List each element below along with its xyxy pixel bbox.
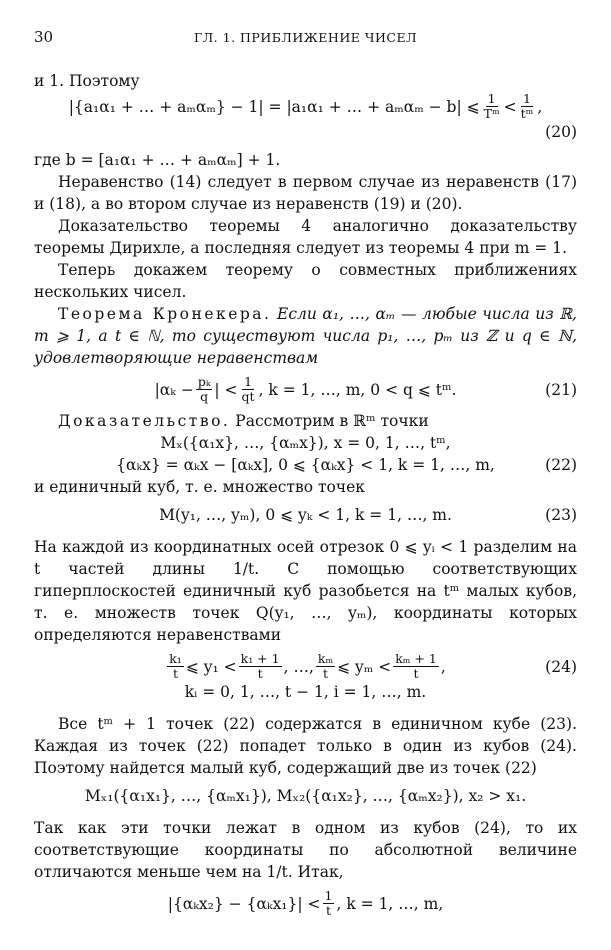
equation-20 xyxy=(34,92,577,121)
fraction-numerator: kₘ + 1 xyxy=(395,651,437,666)
paragraph: где b = [a₁α₁ + … + aₘαₘ] + 1. xyxy=(34,151,281,169)
equation-text: , xyxy=(440,657,446,676)
paragraph: Неравенство (14) следует в первом случае из неравенств (17) и (18), а во втором случае из неравенств (19) и (20). xyxy=(34,173,577,213)
fraction xyxy=(519,92,536,121)
equation-24-line-2: kᵢ = 0, 1, …, t − 1, i = 1, …, m. xyxy=(184,683,427,701)
equation-text: , …, xyxy=(283,657,314,676)
equation-text: , k = 1, …, m, xyxy=(336,894,444,913)
paragraph: Доказательство теоремы 4 аналогично доказательству теоремы Дирихле, а последняя следует из теоремы 4 при m = 1. xyxy=(34,217,577,257)
fraction-denominator: qt xyxy=(241,389,255,404)
paragraph: и единичный куб, т. е. множество точек xyxy=(34,478,365,496)
equation-label-24: (24) xyxy=(545,657,577,676)
fraction-numerator: 1 xyxy=(487,91,496,106)
equation-label-21: (21) xyxy=(545,380,577,399)
equation-text: M(y₁, …, yₘ), 0 ⩽ yₖ < 1, k = 1, …, m. xyxy=(159,506,452,524)
fraction-denominator: t xyxy=(413,666,419,681)
equation-text: {αₖx} = αₖx − [αₖx], 0 ⩽ {αₖx} < 1, k = 1, …, m, xyxy=(116,456,495,474)
equation-text: |αₖ − xyxy=(154,380,194,399)
fraction-numerator: 1 xyxy=(324,888,333,903)
equation-text: | < xyxy=(214,380,238,399)
equation-difference xyxy=(34,889,577,918)
proof-text: Рассмотрим в ℝᵐ точки xyxy=(235,412,429,430)
running-head: ГЛ. 1. ПРИБЛИЖЕНИЕ ЧИСЕЛ xyxy=(193,30,418,45)
fraction xyxy=(482,92,502,121)
fraction-denominator: t xyxy=(173,666,179,681)
equation-points: Mₓ₁({α₁x₁}, …, {αₘx₁}), Mₓ₂({α₁x₂}, …, {αₘx₂}), x₂ > x₁. xyxy=(84,787,527,805)
fraction-denominator: t xyxy=(325,903,332,918)
fraction-numerator: k₁ + 1 xyxy=(240,651,280,666)
equation-label-22: (22) xyxy=(545,456,577,474)
equation-text: , k = 1, …, m, 0 < q ⩽ tᵐ. xyxy=(258,380,457,399)
equation-text: ⩽ y₁ < xyxy=(185,657,237,676)
fraction-denominator: Tᵐ xyxy=(483,106,500,121)
theorem-title: Теорема Кронекера. xyxy=(58,305,272,323)
fraction-denominator: tᵐ xyxy=(520,106,534,121)
theorem-paragraph xyxy=(34,303,577,369)
equation-text: , xyxy=(537,97,543,116)
page-number: 30 xyxy=(34,28,54,46)
fraction xyxy=(240,375,257,404)
fraction xyxy=(196,375,213,404)
equation-label-23: (23) xyxy=(545,506,577,524)
fraction-numerator: 1 xyxy=(523,91,531,106)
equation-22-line-2 xyxy=(34,454,577,476)
equation-text: |{αₖx₂} − {αₖx₁}| < xyxy=(167,894,321,913)
fraction xyxy=(393,652,439,681)
page-header xyxy=(34,26,577,52)
fraction xyxy=(316,652,335,681)
paragraph: Теперь докажем теорему о совместных приближениях нескольких чисел. xyxy=(34,261,577,301)
paragraph: Все tᵐ + 1 точек (22) содержатся в единичном кубе (23). Каждая из точек (22) попадет только в один из кубов (24). Поэтому найдется малый куб, содержащий две из точек (22) xyxy=(34,715,577,777)
proof-paragraph xyxy=(34,410,577,432)
paragraph: На каждой из координатных осей отрезок 0 ⩽ yᵢ < 1 разделим на t частей длины 1/t. С помощью соответствующих гиперплоскостей единичный куб разобьется на tᵐ малых кубов, т. е. множеств точек Q(y₁, …, yₘ), координаты которых определяются неравенствами xyxy=(34,538,577,644)
fraction xyxy=(167,652,184,681)
equation-text: |{a₁α₁ + … + aₘαₘ} − 1| = |a₁α₁ + … + aₘαₘ − b| ⩽ xyxy=(68,97,480,116)
equation-text: ⩽ yₘ < xyxy=(337,657,392,676)
proof-title: Доказательство. xyxy=(58,412,231,430)
paragraph: и 1. Поэтому xyxy=(34,72,140,90)
equation-22-line-1 xyxy=(34,432,577,454)
equation-23 xyxy=(34,504,577,526)
equation-text: < xyxy=(503,97,517,116)
equation-24-line-1 xyxy=(34,652,577,681)
fraction-denominator: t xyxy=(322,666,329,681)
fraction-numerator: 1 xyxy=(244,374,253,389)
fraction-numerator: pₖ xyxy=(197,374,211,389)
theorem-statement: Если α₁, …, αₘ — любые числа из ℝ, m ⩾ 1, a t ∈ ℕ, то существуют числа p₁, …, pₘ из ℤ и q ∈ ℕ, удовлетворяющие неравенствам xyxy=(34,305,577,367)
fraction-numerator: kₘ xyxy=(317,651,334,666)
equation-text: Mₓ({α₁x}, …, {αₘx}), x = 0, 1, …, tᵐ, xyxy=(160,434,451,452)
fraction-denominator: q xyxy=(200,389,209,404)
equation-21 xyxy=(34,375,577,404)
fraction xyxy=(323,889,335,918)
paragraph: Так как эти точки лежат в одном из кубов (24), то их соответствующие координаты по абсолютной величине отличаются меньше чем на 1/t. Итак, xyxy=(34,819,577,881)
fraction-denominator: t xyxy=(257,666,263,681)
equation-label-20: (20) xyxy=(545,123,577,141)
fraction-numerator: k₁ xyxy=(169,651,182,666)
fraction xyxy=(239,652,282,681)
